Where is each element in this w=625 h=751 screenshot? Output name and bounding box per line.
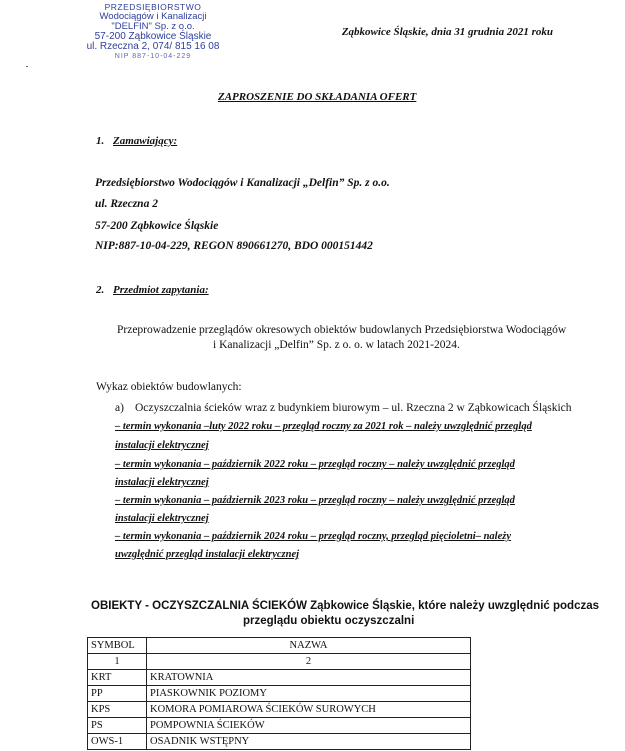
item-a-marker: a) <box>115 402 124 414</box>
section-2-number: 2. <box>96 284 105 296</box>
symbol-cell: OWS-1 <box>88 734 147 750</box>
name-cell: POMPOWNIA ŚCIEKÓW <box>147 718 471 734</box>
stamp-line-6: NIP 887-10-04-229 <box>114 53 192 60</box>
list-intro: Wykaz obiektów budowlanych: <box>96 381 242 393</box>
subject-line-2: i Kanalizacji „Delfin” Sp. z o. o. w latach 2021-2024. <box>213 339 460 351</box>
company-street: ul. Rzeczna 2 <box>95 198 158 210</box>
stamp-line-2: Wodociągów i Kanalizacji <box>99 11 207 22</box>
company-city: 57-200 Ząbkowice Śląskie <box>95 220 219 232</box>
company-name: Przedsiębiorstwo Wodociągów i Kanalizacji „Delfin” Sp. z o.o. <box>95 177 390 189</box>
term-2022-oct: – termin wykonania – październik 2022 roku – przegląd roczny – należy uwzględnić przegląd <box>115 459 515 470</box>
term-2022-feb: – termin wykonania –luty 2022 roku – przegląd roczny za 2021 rok – należy uwzględnić przegląd <box>115 421 532 432</box>
objects-table <box>87 637 471 750</box>
company-ids: NIP:887-10-04-229, REGON 890661270, BDO 000151442 <box>95 240 373 252</box>
subject-line-1: Przeprowadzenie przeglądów okresowych obiektów budowlanych Przedsiębiorstwa Wodociągów <box>117 324 567 336</box>
table-row <box>88 702 471 718</box>
stamp-line-4: 57-200 Ząbkowice Śląskie <box>94 31 212 42</box>
table-row <box>88 670 471 686</box>
term-2023-oct-cont: instalacji elektrycznej <box>115 513 209 524</box>
symbol-cell: PP <box>88 686 147 702</box>
column-number-1: 1 <box>88 654 147 670</box>
symbol-cell: PS <box>88 718 147 734</box>
name-cell: KOMORA POMIAROWA ŚCIEKÓW SUROWYCH <box>147 702 471 718</box>
column-number-2: 2 <box>147 654 471 670</box>
company-stamp <box>78 2 228 62</box>
term-2023-oct: – termin wykonania – październik 2023 roku – przegląd roczny – należy uwzględnić przegląd <box>115 495 515 506</box>
term-2024-oct: – termin wykonania – październik 2024 roku – przegląd roczny, przegląd pięcioletni– należy <box>115 531 512 542</box>
document-title: ZAPROSZENIE DO SKŁADANIA OFERT <box>218 91 417 103</box>
table-row <box>88 734 471 750</box>
stamp-line-5: ul. Rzeczna 2, 074/ 815 16 08 <box>86 41 220 52</box>
name-cell: PIASKOWNIK POZIOMY <box>147 686 471 702</box>
table-row <box>88 718 471 734</box>
item-a-text: Oczyszczalnia ścieków wraz z budynkiem biurowym – ul. Rzeczna 2 w Ząbkowicach Śląskich <box>135 402 572 414</box>
table-numbering-row <box>88 654 471 670</box>
term-2022-oct-cont: instalacji elektrycznej <box>115 477 209 488</box>
term-2022-feb-cont: instalacji elektrycznej <box>115 440 209 451</box>
stamp-line-3: "DELFIN" Sp. z o.o. <box>111 21 195 32</box>
term-2024-oct-cont: uwzględnić przegląd instalacji elektrycznej <box>115 549 300 560</box>
header-name: NAZWA <box>147 638 471 654</box>
name-cell: KRATOWNIA <box>147 670 471 686</box>
table-header-row <box>88 638 471 654</box>
symbol-cell: KRT <box>88 670 147 686</box>
margin-mark <box>26 66 28 67</box>
name-cell: OSADNIK WSTĘPNY <box>147 734 471 750</box>
symbol-cell: KPS <box>88 702 147 718</box>
objects-heading-line-1: OBIEKTY - OCZYSZCZALNIA ŚCIEKÓW Ząbkowice Śląskie, które należy uwzględnić podczas <box>91 600 600 612</box>
section-1-heading: Zamawiający: <box>113 135 178 147</box>
section-2-heading: Przedmiot zapytania: <box>113 284 209 296</box>
objects-heading-line-2: przeglądu obiektu oczyszczalni <box>243 615 415 627</box>
header-symbol: SYMBOL <box>88 638 147 654</box>
stamp-line-1: PRZEDSIĘBIORSTWO <box>104 2 202 12</box>
table-row <box>88 686 471 702</box>
place-date: Ząbkowice Śląskie, dnia 31 grudnia 2021 roku <box>341 26 553 38</box>
section-1-number: 1. <box>96 135 105 147</box>
